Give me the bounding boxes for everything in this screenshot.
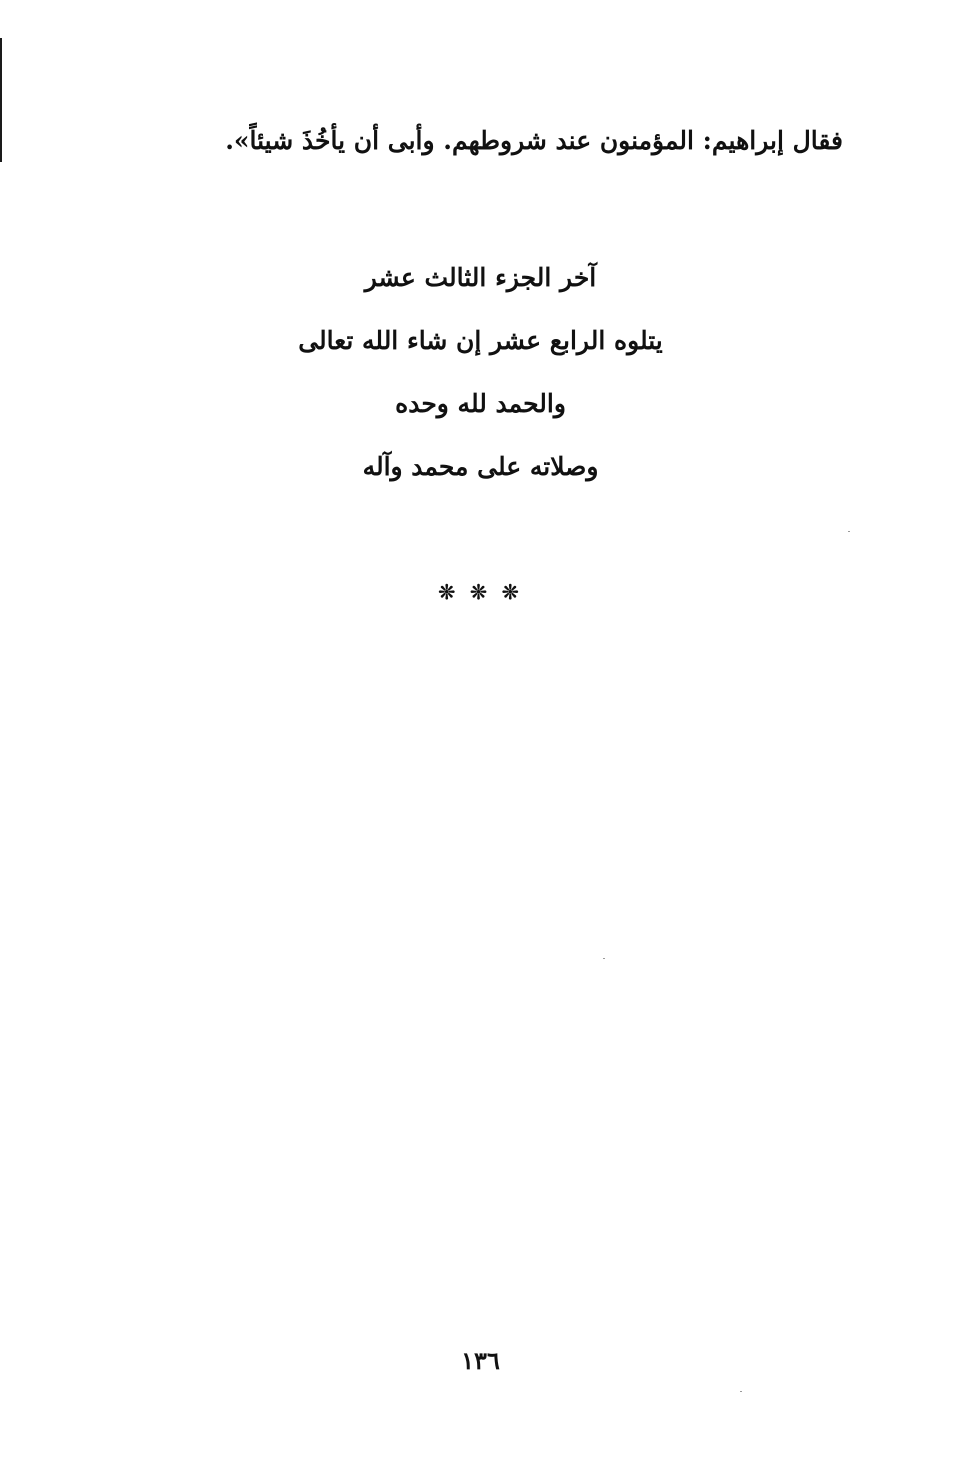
- scan-speck: [848, 531, 850, 532]
- colophon-line-blessing: وصلاته على محمد وآله: [362, 452, 599, 481]
- colophon-block: [0, 252, 961, 504]
- colophon-line-end-of-part: آخر الجزء الثالث عشر: [364, 263, 597, 292]
- colophon-line-next-part: يتلوه الرابع عشر إن شاء الله تعالى: [298, 326, 663, 355]
- page-number: ١٣٦: [461, 1346, 500, 1375]
- scan-speck: [603, 958, 605, 959]
- colophon-line-praise: والحمد لله وحده: [395, 389, 566, 418]
- section-separator-stars: ❊ ❊ ❊: [438, 580, 523, 604]
- page-edge-rule: [0, 38, 2, 162]
- scan-speck: [740, 1391, 742, 1392]
- body-text-line: فقال إبراهيم: المؤمنون عند شروطهم. وأبى أن يأخُذَ شيئاً».: [225, 126, 843, 155]
